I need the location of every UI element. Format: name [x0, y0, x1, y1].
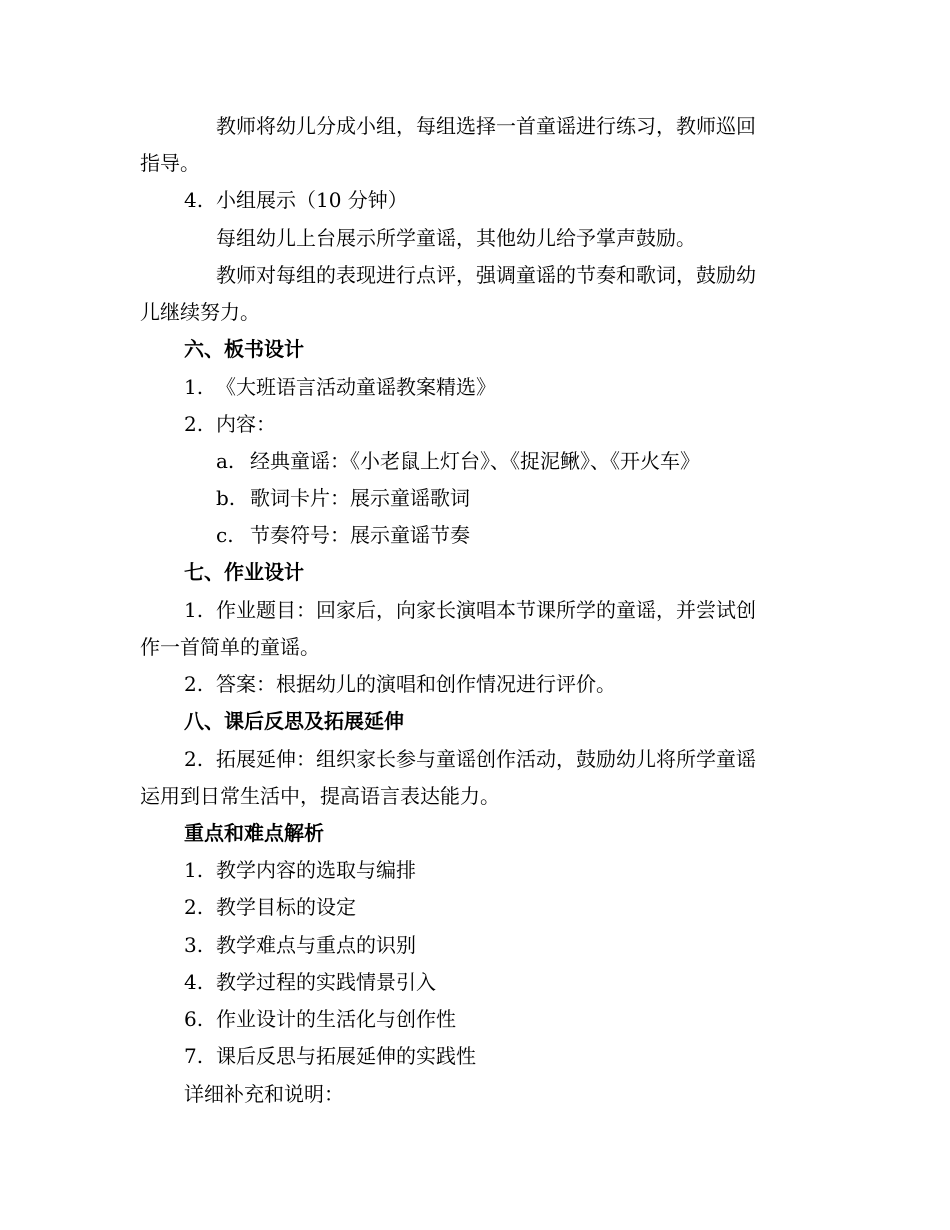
list-text: 教学难点与重点的识别: [216, 933, 416, 957]
paragraph-line: 运用到日常生活中，提高语言表达能力。: [140, 784, 500, 808]
sub-list-item: [140, 484, 886, 512]
list-text: 内容：: [216, 412, 276, 436]
sub-list-letter: b.: [216, 486, 236, 510]
list-number: 3.: [184, 933, 204, 957]
list-number: 1.: [184, 858, 204, 882]
list-number: 6.: [184, 1007, 204, 1031]
paragraph-line: 儿继续努力。: [140, 300, 260, 324]
list-item: [140, 186, 854, 214]
list-number: 4.: [184, 188, 204, 212]
section-heading: 重点和难点解析: [184, 821, 324, 845]
list-number: 2.: [184, 412, 204, 436]
list-text: 作业设计的生活化与创作性: [216, 1007, 456, 1031]
paragraph-line: 指导。: [140, 151, 200, 175]
section-heading: 六、板书设计: [184, 337, 304, 361]
list-number: 7.: [184, 1044, 204, 1068]
sub-list-text: 节奏符号：展示童谣节奏: [250, 523, 470, 547]
list-item: [140, 410, 854, 438]
paragraph-line: 教师对每组的表现进行点评，强调童谣的节奏和歌词，鼓励幼: [216, 263, 756, 287]
section-heading: 七、作业设计: [184, 560, 304, 584]
list-text: 拓展延伸：组织家长参与童谣创作活动，鼓励幼儿将所学童谣: [216, 747, 756, 771]
list-number: 2.: [184, 747, 204, 771]
list-text: 小组展示（10 分钟）: [216, 188, 408, 212]
sub-list-letter: a.: [216, 449, 235, 473]
paragraph-line: 每组幼儿上台展示所学童谣，其他幼儿给予掌声鼓励。: [216, 226, 696, 250]
paragraph-line: 作一首简单的童谣。: [140, 635, 320, 659]
sub-list-item: [140, 447, 886, 475]
list-item: [140, 745, 854, 773]
list-item: [140, 670, 854, 698]
paragraph-line: 详细补充和说明：: [184, 1082, 344, 1106]
list-number: 4.: [184, 970, 204, 994]
list-text: 作业题目：回家后，向家长演唱本节课所学的童谣，并尝试创: [216, 598, 756, 622]
list-item: [140, 968, 854, 996]
list-text: 教学内容的选取与编排: [216, 858, 416, 882]
section-heading: 八、课后反思及拓展延伸: [184, 709, 404, 733]
list-number: 1.: [184, 375, 204, 399]
list-text: 答案：根据幼儿的演唱和创作情况进行评价。: [216, 672, 616, 696]
list-item: [140, 931, 854, 959]
list-text: 《大班语言活动童谣教案精选》: [216, 375, 496, 399]
list-text: 教学目标的设定: [216, 895, 356, 919]
list-item: [140, 893, 854, 921]
list-number: 2.: [184, 895, 204, 919]
list-item: [140, 596, 854, 624]
list-item: [140, 1005, 854, 1033]
sub-list-item: [140, 521, 886, 549]
list-number: 1.: [184, 598, 204, 622]
sub-list-text: 歌词卡片：展示童谣歌词: [250, 486, 470, 510]
list-item: [140, 856, 854, 884]
sub-list-text: 经典童谣：《小老鼠上灯台》、《捉泥鳅》、《开火车》: [250, 449, 700, 473]
list-text: 教学过程的实践情景引入: [216, 970, 436, 994]
list-item: [140, 373, 854, 401]
sub-list-letter: c.: [216, 523, 234, 547]
paragraph-line: 教师将幼儿分成小组，每组选择一首童谣进行练习，教师巡回: [216, 114, 756, 138]
list-number: 2.: [184, 672, 204, 696]
list-text: 课后反思与拓展延伸的实践性: [216, 1044, 476, 1068]
list-item: [140, 1042, 854, 1070]
